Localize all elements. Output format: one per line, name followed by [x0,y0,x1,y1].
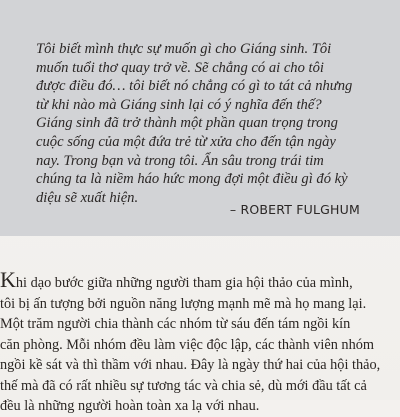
epigraph-author: – ROBERT FULGHUM [229,202,360,217]
body-line: căn phòng. Mỗi nhóm đều làm việc độc lập, các thành viên nhóm [0,336,375,353]
body-line: đều là những người hoàn toàn xa lạ với nhau. [0,398,260,414]
body-line-rest: hi dạo bước giữa những người tham gia hội thảo của mình, [15,275,353,291]
body-line [0,267,400,294]
body-line: Một trăm người chia thành các nhóm từ sáu đến tám ngồi kín [0,316,351,332]
body-line: ngồi kề sát và thì thầm với nhau. Đây là ngày thứ hai của hội thảo, [0,357,381,373]
body-line: tôi bị ấn tượng bởi nguồn năng lượng mạnh mẽ mà họ mang lại. [0,295,367,312]
epigraph-quote: Tôi biết mình thực sự muốn gì cho Giáng sinh. Tôi muốn tuổi thơ quay trở về. Sẽ chẳng có ai cho tôi được điều đó… tôi biết nó chẳng có gì to tát cả nhưng từ khi nào mà Giáng sinh lại có ý nghĩa đến thế? Giáng sinh đã trở thành một phần quan trọng trong cuộc sống của một đứa trẻ từ xửa cho đến tận ngày nay. Trong bạn và trong tôi. Ẩn sâu trong trái tim chúng ta là niềm háo hức mong đợi một điều gì đó kỳ diệu sẽ xuất hiện. [36,41,353,206]
drop-cap: K [0,267,16,292]
body-line: thế mà đã có rất nhiều sự tương tác và chia sẻ, dù mới đầu tất cả [0,377,367,394]
body-paragraph [0,267,400,417]
